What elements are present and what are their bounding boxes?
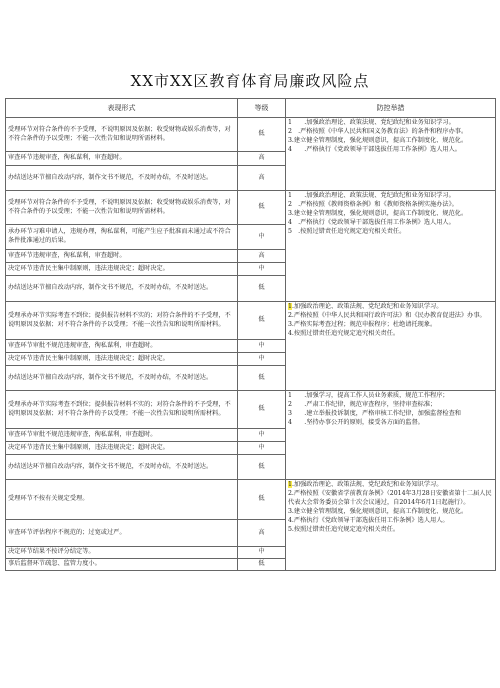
risk-level: 低 [238, 191, 286, 225]
measure-item: 3 .建立举报投诉制度，严格审核工作纪律，加强监督检查和 [288, 409, 461, 417]
risk-level: 中 [238, 429, 286, 442]
measure-item: 3.建立健全管理制度，强化规则意识，提高工作制度化、规范化。 [288, 209, 468, 217]
risk-description: 受理承办环节实际考查不到位；提供报告材料不实的；对符合条件的不予受理，不说明原因及依据；对不符合条件的予以受理；不能一次性告知和说明所需材料。 [6, 391, 238, 429]
risk-level: 中 [238, 263, 286, 276]
risk-level: 中 [238, 225, 286, 250]
risk-level: 低 [238, 276, 286, 302]
risk-description: 办结送达环节擅自改动内容，制作文书不规范，不及时办结，不及时送达。 [6, 166, 238, 191]
risk-level: 低 [238, 480, 286, 520]
table-body [6, 118, 496, 571]
table-row [6, 191, 496, 225]
measure-item: 4 .坚持办事公开的原则，接受各方面的监督。 [288, 418, 424, 426]
measure-item: 1 .加强政治理论、政策法规、党纪政纪和业务知识学习。 [288, 119, 455, 126]
header-level: 等级 [238, 99, 286, 118]
measure-item: 1 .加强政治理论、政策法规、党纪政纪和业务知识学习。 [288, 192, 455, 199]
risk-level: 中 [238, 442, 286, 455]
risk-level: 低 [238, 366, 286, 391]
risk-description: 办结送达环节擅自改动内容，制作文书不规范，不及时办结，不及时送达。 [6, 455, 238, 480]
risk-description: 审查环节违规审查，徇私谋利，审查超时。 [6, 152, 238, 166]
risk-level: 中 [238, 340, 286, 353]
risk-description: 审查环节审批不规范违规审查，徇私谋利，审查超时。 [6, 429, 238, 442]
header-measures: 防控举措 [286, 99, 496, 118]
measure-item: 3.严格实际考查过程；规范申报程序；杜绝请托现象。 [288, 320, 437, 328]
measure-item: 4.严格执行《党政领导干部选拔任用工作条例》选人用人。 [288, 516, 449, 524]
prevention-measures [286, 302, 496, 391]
risk-level: 高 [238, 250, 286, 263]
prevention-measures [286, 480, 496, 571]
risk-description: 决定环节结果不按评分结定等。 [6, 547, 238, 559]
risk-description: 办结送达环节擅自改动内容，制作文书不规范，不及时办结，不及时送达。 [6, 366, 238, 391]
page-title: XX市XX区教育体育局廉政风险点 [130, 72, 370, 90]
measure-item: 5 .按照过错责任追究规定追究相关责任。 [288, 227, 406, 235]
measure-item: 2.严格按照《安徽省学前教育条例》（2014年3月28日安徽省第十二届人民代表大会常务委员会第十次会议通过，自2014年6月1日起施行）。 [288, 489, 492, 506]
measure-item: 4 .严格执行《党政领导干部选拔任用工作条例》选人用人。 [288, 145, 461, 153]
table-row [6, 391, 496, 429]
risk-level: 高 [238, 520, 286, 547]
risk-level: 中 [238, 547, 286, 559]
measure-item: 1 .加强学习，提高工作人员业务素质，规范工作程序； [288, 392, 449, 399]
measure-item: 4.按照过错责任追究规定追究相关责任。 [288, 329, 400, 337]
table-row [6, 302, 496, 340]
risk-level: 低 [238, 302, 286, 340]
risk-level: 中 [238, 353, 286, 366]
measure-item: 1.加强政治理论、政策法规、党纪政纪和业务知识学习。 [288, 303, 443, 310]
measure-item: 1.加强政治理论、政策法规、党纪政纪和业务知识学习。 [288, 481, 443, 488]
measure-item: 2 .严肃工作纪律，规范审查程序，坚持审查标准； [288, 400, 437, 408]
prevention-measures [286, 391, 496, 480]
risk-description: 审查环节评估程序不规范的；过宽或过严。 [6, 520, 238, 547]
measure-item: 2 .严格按照《中华人民共和国义务教育法》的条件和程序办事。 [288, 127, 468, 135]
risk-table [5, 98, 496, 571]
table-row [6, 480, 496, 520]
risk-description: 决定环节违背民主集中制原则，违法违规决定；超时决定。 [6, 442, 238, 455]
highlight-mark: 1 [288, 481, 292, 488]
risk-description: 受理环节不按有关规定受理。 [6, 480, 238, 520]
header-behavior: 表现形式 [6, 99, 238, 118]
risk-level: 高 [238, 166, 286, 191]
prevention-measures [286, 118, 496, 191]
highlight-mark: 1 [288, 303, 292, 310]
risk-description: 审查环节违规审查，徇私谋利，审查超时。 [6, 250, 238, 263]
risk-level: 低 [238, 559, 286, 571]
risk-level: 低 [238, 118, 286, 152]
risk-description: 事后监督环节疏忽、监管力度小。 [6, 559, 238, 571]
risk-description: 审查环节审批不规范违规审查，徇私谋利，审查超时。 [6, 340, 238, 353]
risk-description: 受理承办环节实际考查不到位；提供报告材料不实的；对符合条件的不予受理，不说明原因及依据；对不符合条件的予以受理；不能一次性告知和说明所需材料。 [6, 302, 238, 340]
risk-description: 受理环节对符合条件的不予受理，不说明原因及依据；收受财物或娱乐消费等，对不符合条件的予以受理；不能一次性告知和说明所需材料。 [6, 118, 238, 152]
measure-item: 2.严格按照《中华人民共和国行政许可法》和《民办教育促进法》办事。 [288, 311, 486, 319]
risk-level: 高 [238, 152, 286, 166]
measure-item: 2 .严格按照《教师资格条例》和《教师资格条例实施办法》。 [288, 200, 458, 208]
risk-description: 承办环节习难申请人，违规办理，徇私谋利，可能产生应予批准而未通过或不符合条件批准通过的后果。 [6, 225, 238, 250]
risk-description: 决定环节违背民主集中制原则，违法违规决定；超时决定。 [6, 353, 238, 366]
table-header-row [6, 99, 496, 118]
table-row [6, 118, 496, 152]
risk-level: 低 [238, 455, 286, 480]
prevention-measures [286, 191, 496, 302]
risk-description: 办结送达环节擅自改动内容，制作文书不规范，不及时办结，不及时送达。 [6, 276, 238, 302]
measure-item: 3.建立健全管理制度，强化规则意识，提高工作制度化、规范化。 [288, 507, 468, 515]
risk-level: 低 [238, 391, 286, 429]
measure-item: 3.建立健全管理制度，强化规则意识，提高工作制度化、规范化。 [288, 136, 468, 144]
measure-item: 4 .严格执行《党政领导干部选拔任用工作条例》选人用人。 [288, 218, 455, 226]
risk-description: 决定环节违背民主集中制原则，违法违规决定；超时决定。 [6, 263, 238, 276]
risk-description: 受理环节对符合条件的不予受理，不说明原因及依据；收受财物或娱乐消费等，对不符合条件的予以受理；不能一次性告知和说明所需材料。 [6, 191, 238, 225]
measure-item: 5.按照过错责任追究规定追究相关责任。 [288, 525, 400, 533]
